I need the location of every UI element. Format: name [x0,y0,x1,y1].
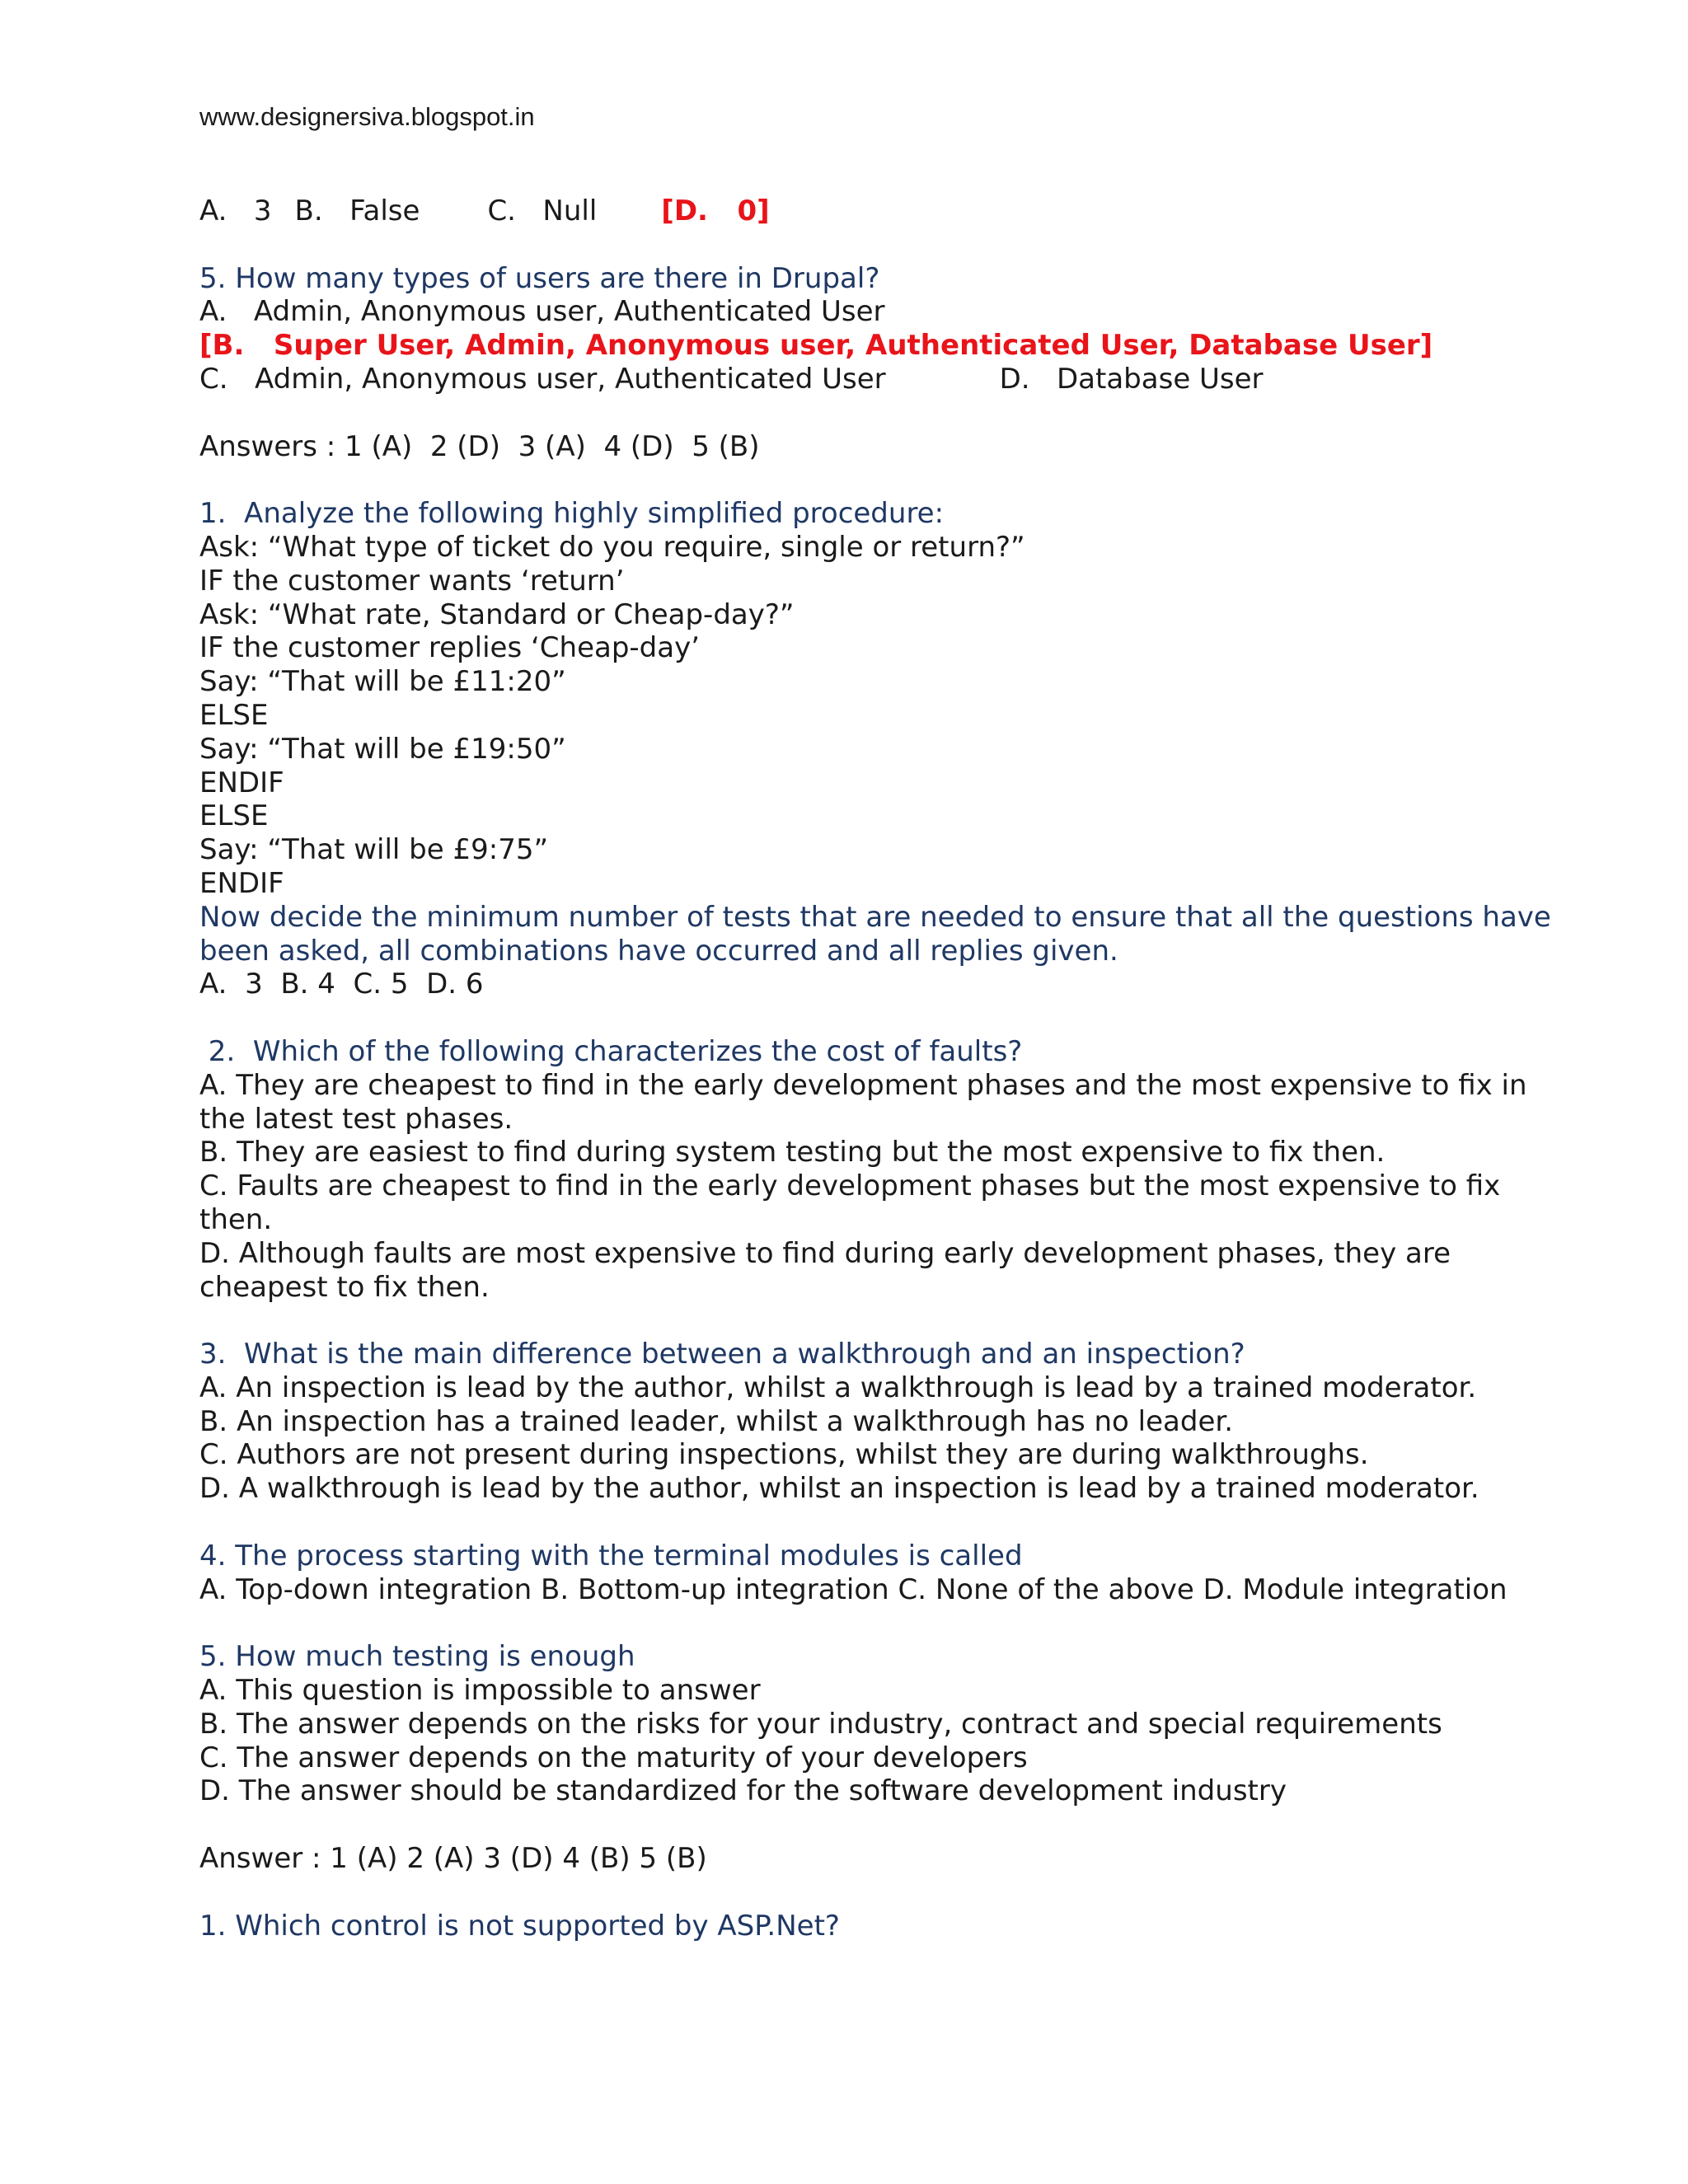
question-asp-net-control: 1. Which control is not supported by ASP.Net? [199,1909,840,1943]
option-c: C. Admin, Anonymous user, Authenticated User [199,362,886,396]
question-4-options: A. Top-down integration B. Bottom-up integration C. None of the above D. Module integration [199,1572,1507,1606]
option-b-correct: [B. Super User, Admin, Anonymous user, Authenticated User, Database User] [199,329,1433,363]
question-drupal-users: 5. How many types of users are there in Drupal? [199,261,880,295]
option-b: B. False [294,194,420,227]
code-line: ELSE [199,698,269,732]
site-url-header: www.designersiva.blogspot.in [199,102,535,131]
code-line: Say: “That will be £9:75” [199,833,549,867]
option-a: A. Admin, Anonymous user, Authenticated User [199,295,885,329]
options-c-d [199,363,1551,396]
answer-key-2: Answer : 1 (A) 2 (A) 3 (D) 4 (B) 5 (B) [199,1842,707,1876]
document-body [199,194,1551,1943]
question-1-prompt: Now decide the minimum number of tests that are needed to ensure that all the questions have been asked, all combinations have occurred and all replies given. [199,900,1551,968]
code-line: Say: “That will be £11:20” [199,665,566,699]
code-line: IF the customer replies ‘Cheap-day’ [199,631,701,665]
question-5-testing-enough: 5. How much testing is enough [199,1640,635,1674]
code-line: Ask: “What type of ticket do you require, single or return?” [199,530,1025,564]
code-line: Ask: “What rate, Standard or Cheap-day?” [199,598,795,631]
question-2-cost-of-faults: 2. Which of the following characterizes the cost of faults? [199,1034,1023,1068]
code-line: IF the customer wants ‘return’ [199,564,625,598]
question-4-terminal-modules: 4. The process starting with the terminal modules is called [199,1539,1023,1572]
option-d: D. Although faults are most expensive to find during early development phases, they are cheapest to fix then. [199,1236,1451,1304]
code-line: ENDIF [199,866,284,900]
prev-question-options [199,194,1551,228]
code-line: ELSE [199,799,269,833]
option-b: B. They are easiest to find during system testing but the most expensive to fix then. [199,1136,1386,1169]
option-b: B. The answer depends on the risks for your industry, contract and special requirements [199,1707,1442,1741]
answer-key-1: Answers : 1 (A) 2 (D) 3 (A) 4 (D) 5 (B) [199,429,760,463]
question-3-walkthrough: 3. What is the main difference between a walkthrough and an inspection? [199,1338,1245,1371]
option-c: C. The answer depends on the maturity of your developers [199,1741,1028,1774]
option-a: A. An inspection is lead by the author, whilst a walkthrough is lead by a trained moderator. [199,1371,1477,1404]
option-c: C. Faults are cheapest to find in the early development phases but the most expensive to fix then. [199,1169,1501,1236]
option-a: A. They are cheapest to find in the early development phases and the most expensive to fix in the latest test phases. [199,1068,1527,1136]
option-a: A. 3 [199,194,272,227]
option-d-correct: [D. 0] [661,194,770,227]
question-1-options: A. 3 B. 4 C. 5 D. 6 [199,968,484,1001]
code-line: ENDIF [199,766,284,799]
option-a: A. This question is impossible to answer [199,1674,761,1708]
option-d: D. The answer should be standardized for the software development industry [199,1774,1287,1808]
option-d: D. Database User [999,362,1264,396]
option-d: D. A walkthrough is lead by the author, whilst an inspection is lead by a trained moderator. [199,1472,1479,1506]
option-c: C. Authors are not present during inspections, whilst they are during walkthroughs. [199,1438,1369,1472]
code-line: Say: “That will be £19:50” [199,732,566,766]
option-c: C. Null [487,194,598,227]
option-b: B. An inspection has a trained leader, whilst a walkthrough has no leader. [199,1404,1234,1438]
question-1-procedure: 1. Analyze the following highly simplified procedure: [199,497,945,531]
